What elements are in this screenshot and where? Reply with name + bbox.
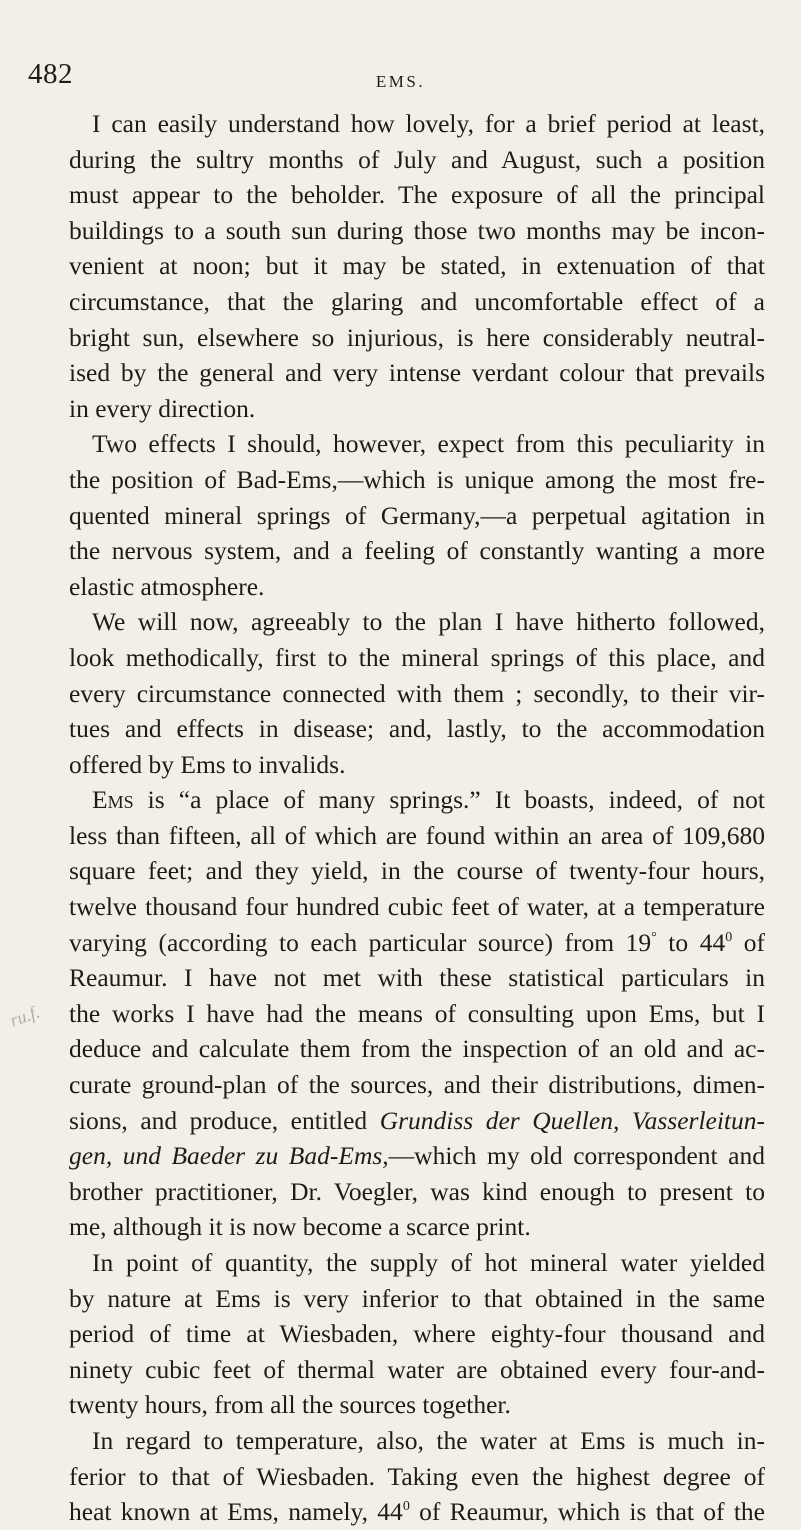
text-line — [69, 925, 765, 961]
text-line: the position of Bad-Ems,—which is unique among the most fre- — [69, 464, 765, 494]
text-line: offered by Ems to invalids. — [69, 749, 346, 779]
text-line: Two effects I should, however, expect from this peculiarity in — [92, 429, 765, 459]
text-line — [69, 1494, 765, 1530]
text-line: ninety cubic feet of thermal water are obtained every four-and- — [69, 1354, 765, 1384]
running-head: EMS. — [375, 72, 426, 91]
line-text: varying (according to each particular source) from 19 — [69, 927, 652, 957]
text-line — [69, 1138, 765, 1174]
degree-mark: 0 — [402, 1499, 410, 1515]
small-caps-word: Ems — [92, 785, 134, 815]
line-text: of — [732, 927, 765, 957]
text-line: I can easily understand how lovely, for a brief period at least, — [92, 109, 765, 138]
italic-title: Grundiss der Quellen, Vasserleitun- — [379, 1105, 765, 1135]
body-text — [69, 106, 765, 1530]
text-line: tues and effects in disease; and, lastly, to the accommodation — [69, 714, 765, 744]
text-line: twenty hours, from all the sources together. — [69, 1390, 511, 1420]
text-line: ferior to that of Wiesbaden. Taking even the highest degree of — [69, 1461, 765, 1491]
line-text: sions, and produce, entitled — [69, 1105, 380, 1135]
text-line: quented mineral springs of Germany,—a perpetual agitation in — [69, 500, 765, 530]
text-line: deduce and calculate them from the inspection of an old and ac- — [69, 1034, 765, 1064]
text-line: square feet; and they yield, in the course of twenty-four hours, — [69, 856, 765, 886]
text-line: period of time at Wiesbaden, where eighty-four thousand and — [69, 1319, 765, 1349]
text-line: the nervous system, and a feeling of constantly wanting a more — [69, 536, 765, 566]
line-text: —which my old correspondent and — [388, 1141, 765, 1171]
line-text: heat known at Ems, namely, 44 — [69, 1497, 403, 1527]
pencil-marginalia: ru.f. — [7, 1001, 43, 1031]
text-line: every circumstance connected with them ; secondly, to their vir- — [69, 678, 765, 708]
text-line: We will now, agreeably to the plan I have hitherto followed, — [92, 607, 765, 637]
text-line: me, although it is now become a scarce print. — [69, 1212, 531, 1242]
text-line: must appear to the beholder. The exposure of all the principal — [69, 180, 765, 210]
text-line: brother practitioner, Dr. Voegler, was kind enough to present to — [69, 1176, 765, 1206]
text-line — [69, 782, 765, 818]
text-line: In point of quantity, the supply of hot mineral water yielded — [92, 1248, 765, 1277]
text-line: the works I have had the means of consulting upon Ems, but I — [69, 998, 765, 1028]
text-line: in every direction. — [69, 393, 256, 423]
degree-mark: 0 — [725, 929, 733, 945]
text-line: circumstance, that the glaring and uncomfortable effect of a — [69, 286, 765, 316]
text-line — [69, 1103, 765, 1139]
text-line: Reaumur. I have not met with these statistical particulars in — [69, 963, 765, 993]
text-line: by nature at Ems is very inferior to that obtained in the same — [69, 1283, 765, 1313]
line-text: is “a place of many springs.” It boasts, indeed, of not — [133, 785, 765, 815]
text-line: elastic atmosphere. — [69, 571, 265, 601]
page-number: 482 — [28, 58, 73, 90]
text-line: less than fifteen, all of which are found within an area of 109,680 — [69, 820, 765, 850]
italic-title: gen, und Baeder zu Bad-Ems, — [69, 1141, 389, 1171]
text-line: venient at noon; but it may be stated, in extenuation of that — [69, 251, 765, 281]
degree-mark: ° — [651, 929, 657, 945]
text-line: twelve thousand four hundred cubic feet of water, at a temperature — [69, 892, 765, 922]
text-line: look methodically, first to the mineral springs of this place, and — [69, 642, 765, 672]
line-text: to 44 — [656, 927, 726, 957]
text-line: during the sultry months of July and August, such a position — [69, 144, 765, 174]
text-line: bright sun, elsewhere so injurious, is here considerably neutral- — [69, 322, 765, 352]
text-line: ised by the general and very intense verdant colour that prevails — [69, 358, 765, 388]
text-line: curate ground-plan of the sources, and their distributions, dimen- — [69, 1070, 765, 1100]
line-text: of Reaumur, which is that of the — [409, 1497, 765, 1527]
text-line: In regard to temperature, also, the water at Ems is much in- — [92, 1425, 765, 1455]
text-line: buildings to a south sun during those two months may be incon- — [69, 215, 765, 245]
